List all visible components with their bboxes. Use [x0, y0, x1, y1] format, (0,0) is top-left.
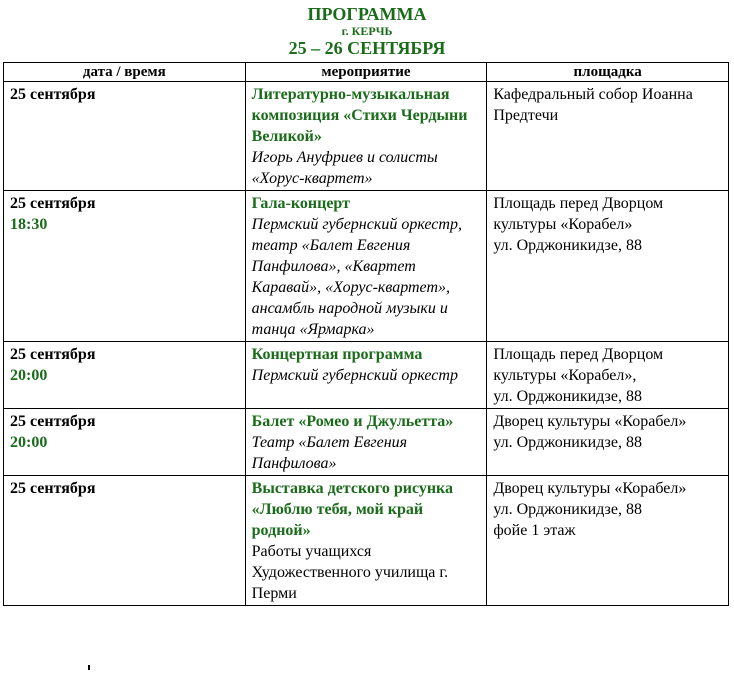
event-cell	[245, 82, 487, 191]
event-description: Игорь Ануфриев и солисты «Хорус-квартет»	[251, 149, 438, 187]
city-subtitle: г. КЕРЧЬ	[341, 24, 393, 38]
event-title: Выставка детского рисунка «Люблю тебя, мой край родной»	[251, 480, 454, 539]
event-date: 25 сентября	[10, 413, 96, 430]
venue-cell	[487, 476, 729, 606]
event-description: Пермский губернский оркестр	[251, 367, 458, 384]
event-time: 20:00	[10, 434, 48, 451]
table-row	[4, 342, 729, 409]
stray-mark	[88, 665, 90, 670]
event-date: 25 сентября	[10, 346, 96, 363]
venue-line: Дворец культуры «Корабел»	[493, 480, 687, 497]
program-title: ПРОГРАММА	[307, 4, 427, 24]
venue-cell	[487, 342, 729, 409]
event-title: Балет «Ромео и Джульетта»	[251, 413, 454, 430]
venue-line: Площадь перед Дворцом культуры «Корабел»	[493, 195, 664, 233]
datetime-cell	[4, 82, 246, 191]
event-date: 25 сентября	[10, 86, 96, 103]
event-cell	[245, 476, 487, 606]
table-row	[4, 409, 729, 476]
venue-line: Дворец культуры «Корабел»	[493, 413, 687, 430]
event-title: Литературно-музыкальная композиция «Стихи Чердыни Великой»	[251, 86, 468, 145]
column-header-datetime: дата / время	[4, 63, 246, 82]
event-time: 18:30	[10, 216, 48, 233]
venue-cell	[487, 409, 729, 476]
column-header-venue: площадка	[487, 63, 729, 82]
event-date: 25 сентября	[10, 480, 96, 497]
datetime-cell	[4, 342, 246, 409]
table-row	[4, 191, 729, 342]
venue-address: ул. Орджоникидзе, 88	[493, 388, 642, 405]
datetime-cell	[4, 476, 246, 606]
table-row	[4, 82, 729, 191]
event-description: Театр «Балет Евгения Панфилова»	[251, 434, 408, 472]
venue-address: ул. Орджоникидзе, 88	[493, 434, 642, 451]
venue-line: Кафедральный собор Иоанна Предтечи	[493, 86, 693, 124]
datetime-cell	[4, 191, 246, 342]
event-title: Концертная программа	[251, 346, 423, 363]
event-cell	[245, 191, 487, 342]
datetime-cell	[4, 409, 246, 476]
date-range: 25 – 26 СЕНТЯБРЯ	[288, 38, 446, 58]
table-row	[4, 476, 729, 606]
document-header	[0, 0, 734, 58]
venue-floor: фойе 1 этаж	[493, 522, 576, 539]
venue-cell	[487, 191, 729, 342]
program-table	[3, 62, 729, 606]
event-cell	[245, 409, 487, 476]
event-title: Гала-концерт	[251, 195, 350, 212]
event-time: 20:00	[10, 367, 48, 384]
table-header-row	[4, 63, 729, 82]
venue-line: Площадь перед Дворцом культуры «Корабел»,	[493, 346, 664, 384]
column-header-event: мероприятие	[245, 63, 487, 82]
venue-cell	[487, 82, 729, 191]
event-description: Пермский губернский оркестр, театр «Балет Евгения Панфилова», «Квартет Каравай», «Хорус-квартет», ансамбль народной музыки и танца «Ярмарка»	[251, 216, 462, 338]
event-description: Работы учащихся Художественного училища г. Перми	[251, 543, 449, 602]
event-date: 25 сентября	[10, 195, 96, 212]
event-cell	[245, 342, 487, 409]
venue-address: ул. Орджоникидзе, 88	[493, 501, 642, 518]
venue-address: ул. Орджоникидзе, 88	[493, 237, 642, 254]
